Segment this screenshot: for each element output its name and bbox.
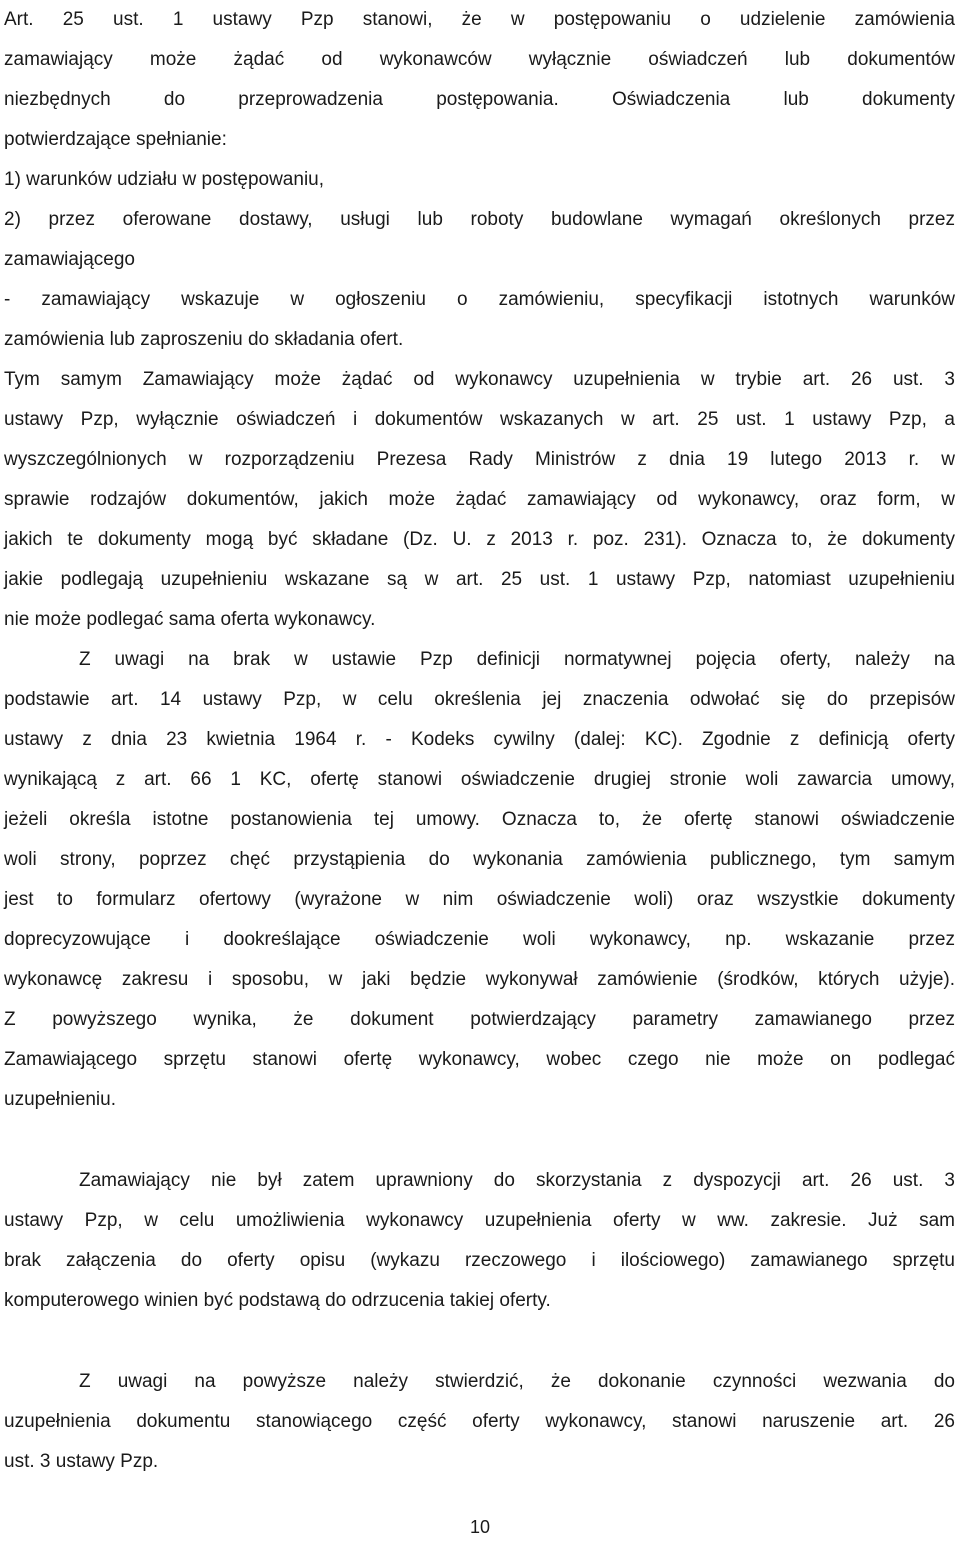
text-line: jakich te dokumenty mogą być składane (Dz. U. z 2013 r. poz. 231). Oznacza to, że dokumenty: [4, 529, 955, 550]
text-line: ustawy Pzp, w celu umożliwienia wykonawcy uzupełnienia oferty w ww. zakresie. Już sam: [4, 1210, 955, 1231]
text-line: nie może podlegać sama oferta wykonawcy.: [4, 609, 376, 630]
paragraph-first-line: Z uwagi na powyższe należy stwierdzić, że dokonanie czynności wezwania do: [79, 1371, 955, 1392]
text-line: zamawiający może żądać od wykonawców wyłącznie oświadczeń lub dokumentów: [4, 49, 955, 70]
paragraph-gap: [4, 1120, 955, 1161]
text-line: ustawy Pzp, wyłącznie oświadczeń i dokumentów wskazanych w art. 25 ust. 1 ustawy Pzp, a: [4, 409, 955, 430]
list-item: 1) warunków udziału w postępowaniu,: [4, 169, 325, 190]
text-line: Z powyższego wynika, że dokument potwierdzający parametry zamawianego przez: [4, 1009, 955, 1030]
text-line: ustawy z dnia 23 kwietnia 1964 r. - Kodeks cywilny (dalej: KC). Zgodnie z definicją oferty: [4, 729, 955, 750]
text-line: Tym samym Zamawiający może żądać od wykonawcy uzupełnienia w trybie art. 26 ust. 3: [4, 369, 955, 390]
text-line: Art. 25 ust. 1 ustawy Pzp stanowi, że w postępowaniu o udzielenie zamówienia: [4, 9, 955, 30]
text-line: potwierdzające spełnianie:: [4, 129, 227, 150]
paragraph-gap: [4, 1321, 955, 1362]
text-line: jeżeli określa istotne postanowienia tej umowy. Oznacza to, że ofertę stanowi oświadczenie: [4, 809, 955, 830]
text-line: doprecyzowujące i dookreślające oświadczenie woli wykonawcy, np. wskazanie przez: [4, 929, 955, 950]
page-number: 10: [469, 1517, 491, 1537]
document-body: [4, 0, 955, 1482]
text-line: brak załączenia do oferty opisu (wykazu rzeczowego i ilościowego) zamawianego sprzętu: [4, 1250, 955, 1271]
text-line: niezbędnych do przeprowadzenia postępowania. Oświadczenia lub dokumenty: [4, 89, 955, 110]
text-line: - zamawiający wskazuje w ogłoszeniu o zamówieniu, specyfikacji istotnych warunków: [4, 289, 955, 310]
text-line: uzupełnieniu.: [4, 1089, 116, 1110]
text-line: wyszczególnionych w rozporządzeniu Prezesa Rady Ministrów z dnia 19 lutego 2013 r. w: [4, 449, 955, 470]
paragraph-first-line: Z uwagi na brak w ustawie Pzp definicji normatywnej pojęcia oferty, należy na: [79, 649, 955, 670]
text-line: woli strony, poprzez chęć przystąpienia do wykonania zamówienia publicznego, tym samym: [4, 849, 955, 870]
text-line: podstawie art. 14 ustawy Pzp, w celu określenia jej znaczenia odwołać się do przepisów: [4, 689, 955, 710]
paragraph-first-line: Zamawiający nie był zatem uprawniony do skorzystania z dyspozycji art. 26 ust. 3: [79, 1170, 955, 1191]
text-line: wykonawcę zakresu i sposobu, w jaki będzie wykonywał zamówienie (środków, których użyje).: [4, 969, 955, 990]
text-line: Zamawiającego sprzętu stanowi ofertę wykonawcy, wobec czego nie może on podlegać: [4, 1049, 955, 1070]
text-line: wynikającą z art. 66 1 KC, ofertę stanowi oświadczenie drugiej stronie woli zawarcia umowy,: [4, 769, 955, 790]
text-line: ust. 3 ustawy Pzp.: [4, 1451, 159, 1472]
list-item: 2) przez oferowane dostawy, usługi lub roboty budowlane wymagań określonych przez: [4, 209, 955, 230]
text-line: zamawiającego: [4, 249, 135, 270]
text-line: uzupełnienia dokumentu stanowiącego część oferty wykonawcy, stanowi naruszenie art. 26: [4, 1411, 955, 1432]
text-line: zamówienia lub zaproszeniu do składania ofert.: [4, 329, 404, 350]
text-line: sprawie rodzajów dokumentów, jakich może żądać zamawiający od wykonawcy, oraz form, w: [4, 489, 955, 510]
text-line: komputerowego winien być podstawą do odrzucenia takiej oferty.: [4, 1290, 551, 1311]
text-line: jakie podlegają uzupełnieniu wskazane są w art. 25 ust. 1 ustawy Pzp, natomiast uzupełnieniu: [4, 569, 955, 590]
text-line: jest to formularz ofertowy (wyrażone w nim oświadczenie woli) oraz wszystkie dokumenty: [4, 889, 955, 910]
